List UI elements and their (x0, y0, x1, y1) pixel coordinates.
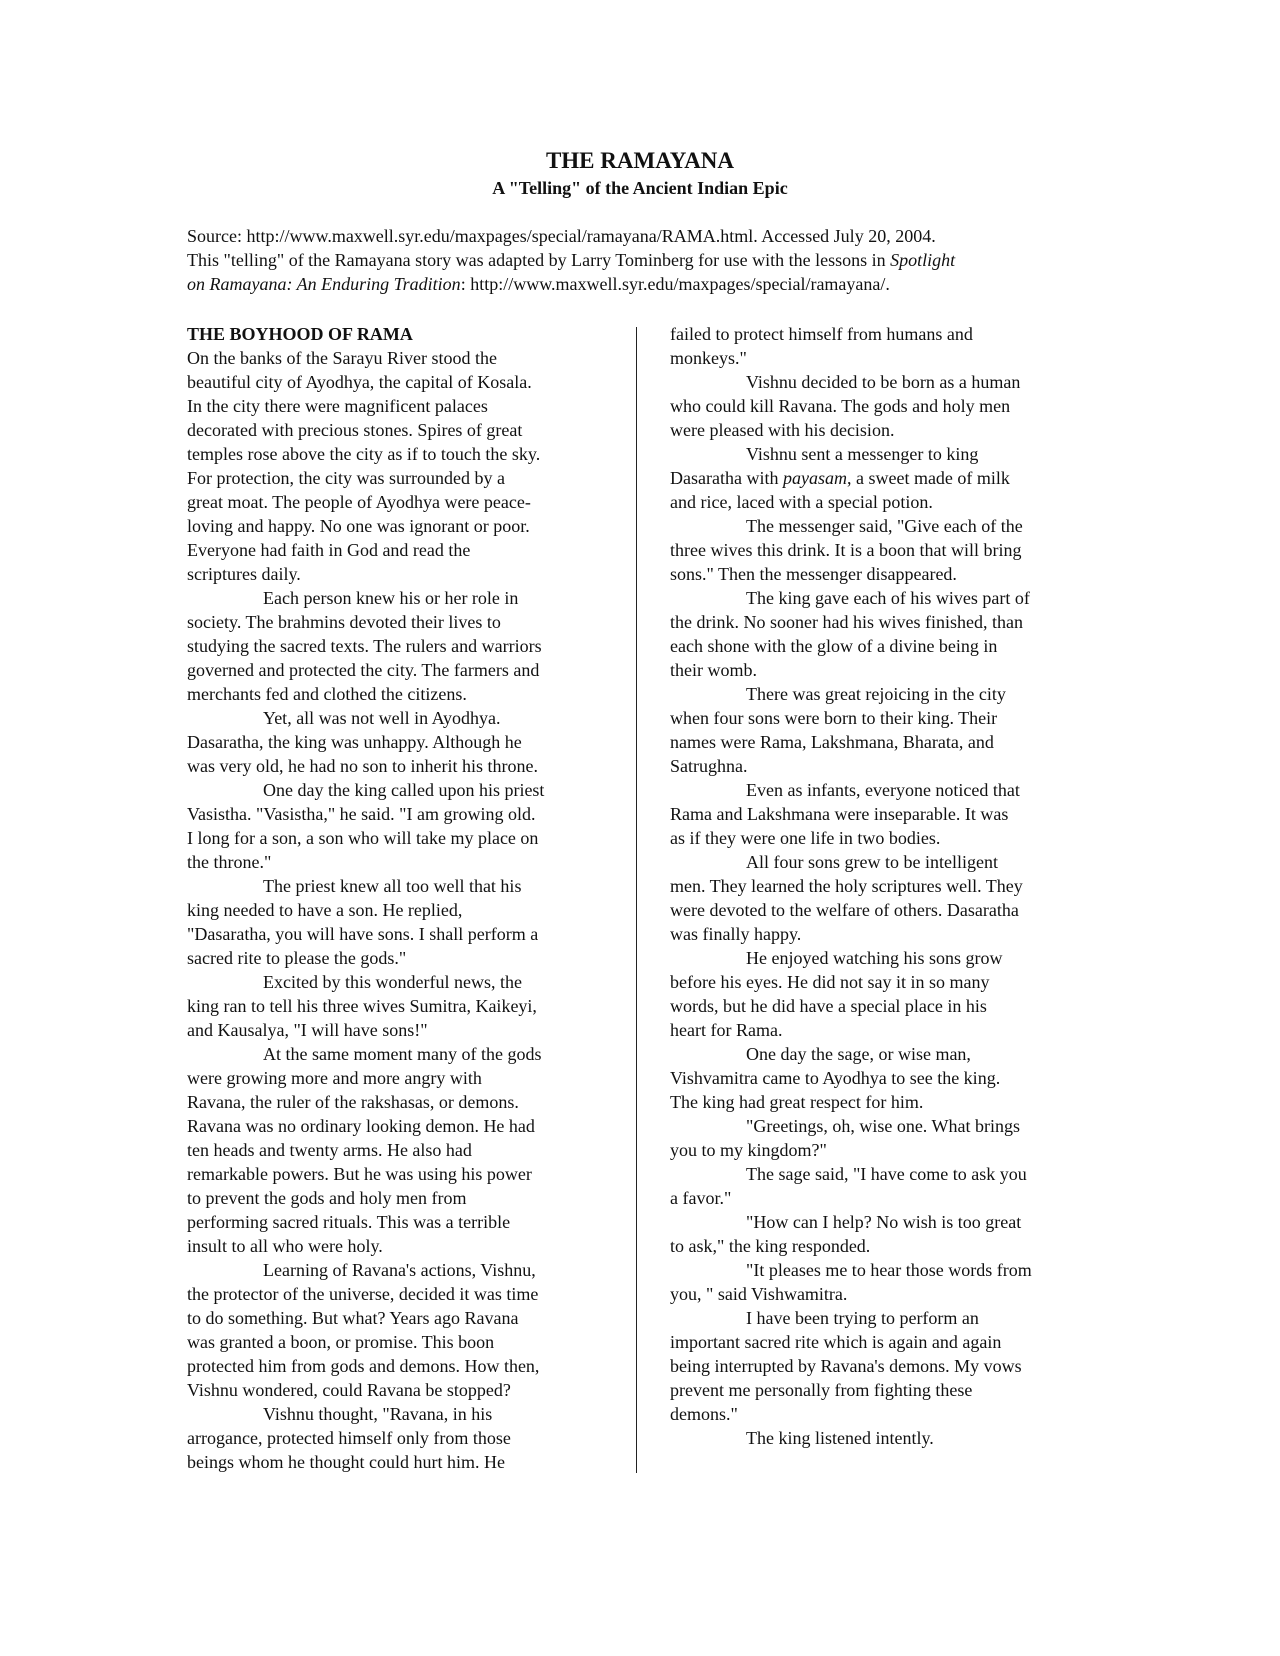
text-line: There was great rejoicing in the city (746, 684, 1006, 704)
source-citation (187, 224, 1087, 296)
text-line: king ran to tell his three wives Sumitra, Kaikeyi, (187, 996, 537, 1016)
source-line (187, 272, 1087, 296)
text-line: remarkable powers. But he was using his power (187, 1164, 532, 1184)
text-line: At the same moment many of the gods (263, 1044, 542, 1064)
text-line: when four sons were born to their king. Their (670, 708, 998, 728)
text-line (670, 466, 1080, 490)
text-line: heart for Rama. (670, 1020, 783, 1040)
text-line: "It pleases me to hear those words from (746, 1260, 1032, 1280)
text-line: I long for a son, a son who will take my place on (187, 828, 539, 848)
text-line: great moat. The people of Ayodhya were peace- (187, 492, 531, 512)
text-line: Ravana, the ruler of the rakshasas, or demons. (187, 1092, 519, 1112)
text-line: before his eyes. He did not say it in so many (670, 972, 990, 992)
text-line: He enjoyed watching his sons grow (746, 948, 1003, 968)
text-line: were devoted to the welfare of others. Dasaratha (670, 900, 1019, 920)
text-line: "How can I help? No wish is too great (746, 1212, 1022, 1232)
section-heading: THE BOYHOOD OF RAMA (187, 324, 413, 344)
text-line: Everyone had faith in God and read the (187, 540, 471, 560)
text-line: Vasistha. "Vasistha," he said. "I am growing old. (187, 804, 536, 824)
text-line: The king had great respect for him. (670, 1092, 924, 1112)
text-line: decorated with precious stones. Spires of great (187, 420, 523, 440)
text-line: I have been trying to perform an (746, 1308, 979, 1328)
text-line: to ask," the king responded. (670, 1236, 871, 1256)
text-line: were pleased with his decision. (670, 420, 895, 440)
text-line: governed and protected the city. The farmers and (187, 660, 540, 680)
text-line: Dasaratha, the king was unhappy. Although he (187, 732, 522, 752)
text-line: "Dasaratha, you will have sons. I shall perform a (187, 924, 539, 944)
italic-term: payasam (782, 468, 847, 488)
text-line: men. They learned the holy scriptures well. They (670, 876, 1023, 896)
text-line: you, " said Vishwamitra. (670, 1284, 848, 1304)
text-line: temples rose above the city as if to touch the sky. (187, 444, 541, 464)
text-line: was finally happy. (670, 924, 802, 944)
document-subtitle: A "Telling" of the Ancient Indian Epic (492, 178, 788, 198)
text-line: Rama and Lakshmana were inseparable. It was (670, 804, 1009, 824)
text-line: Vishnu decided to be born as a human (746, 372, 1021, 392)
text-line: One day the sage, or wise man, (746, 1044, 971, 1064)
text-line: merchants fed and clothed the citizens. (187, 684, 467, 704)
source-line: Source: http://www.maxwell.syr.edu/maxpages/special/ramayana/RAMA.html. Accessed July 20, 2004. (187, 226, 936, 246)
text-line: was very old, he had no son to inherit his throne. (187, 756, 538, 776)
text-line: scriptures daily. (187, 564, 301, 584)
text-line: king needed to have a son. He replied, (187, 900, 463, 920)
text-line: The messenger said, "Give each of the (746, 516, 1023, 536)
text-line: loving and happy. No one was ignorant or poor. (187, 516, 530, 536)
text-line: Ravana was no ordinary looking demon. He had (187, 1116, 535, 1136)
text-line: who could kill Ravana. The gods and holy men (670, 396, 1011, 416)
text-line: Even as infants, everyone noticed that (746, 780, 1020, 800)
text-line: Satrughna. (670, 756, 748, 776)
text-line: Vishvamitra came to Ayodhya to see the king. (670, 1068, 1001, 1088)
text-line: sacred rite to please the gods." (187, 948, 407, 968)
right-column (670, 322, 1080, 1450)
text-line: "Greetings, oh, wise one. What brings (746, 1116, 1020, 1136)
text-line: their womb. (670, 660, 757, 680)
source-book-title: on Ramayana: An Enduring Tradition (187, 274, 461, 294)
text-line: and rice, laced with a special potion. (670, 492, 933, 512)
text-line: the drink. No sooner had his wives finished, than (670, 612, 1023, 632)
text-line: performing sacred rituals. This was a terrible (187, 1212, 511, 1232)
text-line: three wives this drink. It is a boon that will bring (670, 540, 1022, 560)
text-line: Excited by this wonderful news, the (263, 972, 522, 992)
text-line: Yet, all was not well in Ayodhya. (263, 708, 501, 728)
source-book-title-start: Spotlight (890, 250, 956, 270)
text-line: ten heads and twenty arms. He also had (187, 1140, 472, 1160)
text-line: insult to all who were holy. (187, 1236, 383, 1256)
text-line: demons." (670, 1404, 738, 1424)
text-line: being interrupted by Ravana's demons. My vows (670, 1356, 1022, 1376)
text-line: society. The brahmins devoted their lives to (187, 612, 501, 632)
left-column (187, 322, 597, 1474)
text-line: and Kausalya, "I will have sons!" (187, 1020, 428, 1040)
text-line: important sacred rite which is again and again (670, 1332, 1002, 1352)
text-line: Each person knew his or her role in (263, 588, 519, 608)
text-line: the protector of the universe, decided it was time (187, 1284, 539, 1304)
text-line: were growing more and more angry with (187, 1068, 482, 1088)
text-line: words, but he did have a special place in his (670, 996, 987, 1016)
text-line: each shone with the glow of a divine being in (670, 636, 998, 656)
text-line: All four sons grew to be intelligent (746, 852, 998, 872)
text-line: One day the king called upon his priest (263, 780, 545, 800)
text-line: The king gave each of his wives part of (746, 588, 1030, 608)
text-line: The king listened intently. (746, 1428, 934, 1448)
text-line: sons." Then the messenger disappeared. (670, 564, 957, 584)
text-line: arrogance, protected himself only from those (187, 1428, 511, 1448)
text-line: The sage said, "I have come to ask you (746, 1164, 1027, 1184)
text-line: to prevent the gods and holy men from (187, 1188, 467, 1208)
text-line: beautiful city of Ayodhya, the capital of Kosala. (187, 372, 532, 392)
text-line: as if they were one life in two bodies. (670, 828, 941, 848)
source-line-text: This "telling" of the Ramayana story was adapted by Larry Tominberg for use with the lessons in (187, 250, 886, 270)
source-line (187, 248, 1087, 272)
text-line: The priest knew all too well that his (263, 876, 522, 896)
text-line: Vishnu thought, "Ravana, in his (263, 1404, 493, 1424)
text-line: to do something. But what? Years ago Ravana (187, 1308, 519, 1328)
text-line: On the banks of the Sarayu River stood the (187, 348, 497, 368)
text-line: In the city there were magnificent palaces (187, 396, 488, 416)
text-line: failed to protect himself from humans and (670, 324, 973, 344)
text-line: studying the sacred texts. The rulers and warriors (187, 636, 542, 656)
text-line: beings whom he thought could hurt him. He (187, 1452, 505, 1472)
text-fragment: Dasaratha with (670, 468, 783, 488)
document-title: THE RAMAYANA (545, 148, 735, 173)
text-fragment: , a sweet made of milk (846, 468, 1010, 488)
text-line: a favor." (670, 1188, 732, 1208)
text-line: protected him from gods and demons. How then, (187, 1356, 540, 1376)
text-line: Vishnu wondered, could Ravana be stopped? (187, 1380, 511, 1400)
text-line: monkeys." (670, 348, 747, 368)
text-line: names were Rama, Lakshmana, Bharata, and (670, 732, 994, 752)
column-divider (636, 327, 637, 1473)
text-line: was granted a boon, or promise. This boon (187, 1332, 495, 1352)
text-line: you to my kingdom?" (670, 1140, 827, 1160)
text-line: the throne." (187, 852, 272, 872)
text-line: Learning of Ravana's actions, Vishnu, (263, 1260, 536, 1280)
source-url: : http://www.maxwell.syr.edu/maxpages/special/ramayana/. (460, 274, 890, 294)
text-line: For protection, the city was surrounded by a (187, 468, 505, 488)
text-line: prevent me personally from fighting these (670, 1380, 973, 1400)
text-line: Vishnu sent a messenger to king (746, 444, 979, 464)
